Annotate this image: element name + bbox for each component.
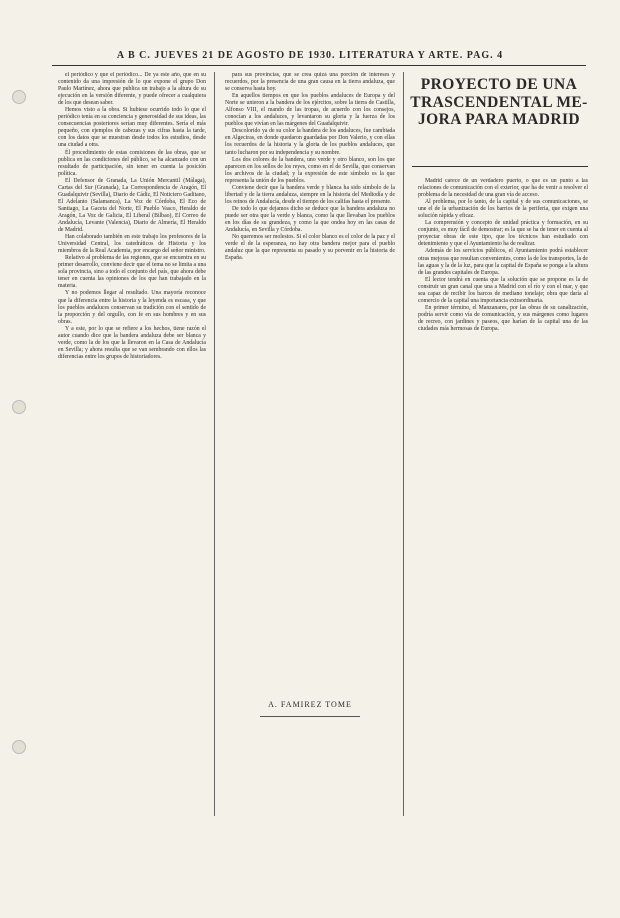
paragraph: Conviene decir que la bandera verde y blanca ha sido símbolo de la libertad y de la tierra andaluza, siempre en la historia del Mediodía y de los reinos de Andalucía, desde el tiempo de los califas hasta el presente.	[225, 184, 395, 205]
paragraph: para sus provincias, que se crea quizá una porción de intereses y recuerdos, por la presencia de una gran causa en la tierra andaluza, que se conserva hasta hoy.	[225, 72, 395, 93]
column-divider-1	[214, 72, 215, 816]
paragraph: El Defensor de Granada, La Unión Mercantil (Málaga), Cartas del Sur (Granada), La Correspondencia de Aragón, El Guadalquivir (Sevilla), Diario de Cádiz, El Noticiero Gaditano, El Adelanto (Salamanca), La Voz de Córdoba, El Eco de Santiago, La Gaceta del Norte, El Pueblo Vasco, Heraldo de Aragón, La Voz de Galicia, El Liberal (Bilbao), El Correo de Andalucía, Levante (Valencia), Diario de Almería, El Heraldo de Madrid.	[58, 177, 206, 234]
article-column-3	[418, 178, 588, 918]
header-rule	[52, 65, 586, 66]
paragraph: el periódico y que el periódico... De ya este año, que en su contenido da una impresión de lo que expone el grupo Don Paulo Martínez, ahora que publica un trabajo a la altura de su ejecución en la versión diferente, y puede ofrecer a cualquiera de los que desean saber.	[58, 72, 206, 107]
article-signature: A. FAMIREZ TOME	[268, 700, 352, 709]
page-header: A B C. JUEVES 21 DE AGOSTO DE 1930. LITERATURA Y ARTE. PAG. 4	[116, 50, 504, 61]
paragraph: El lector tendrá en cuenta que la solución que se propone es la de construir un gran canal que una a Madrid con el río y con el mar, y que sea capaz de recibir los barcos de mediano tonelaje; obra que daría al comercio de la capital una importancia extraordinaria.	[418, 276, 588, 304]
binding-hole-top	[12, 90, 26, 104]
paragraph: En aquellos tiempos en que los pueblos andaluces de Europa y del Norte se unieron a la bandera de los ejércitos, sobre la tierra de Castilla, Alfonso VIII, el mando de las tropas, de acuerdo con los consejos, conocían a los andaluces, y levantaron su gloria y la fuerza de los pueblos que vivían en las márgenes del Guadalquivir.	[225, 93, 395, 128]
paragraph: Descolorido ya de su color la bandera de los andaluces, fue cambiada en Algeciras, en donde quedaron guardadas por Don Valerio, y con ellas los recuerdos de la historia y la gloria de los pueblos andaluces, que tanto lucharon por su independencia y su nombre.	[225, 128, 395, 156]
paragraph: No queremos ser molestos. Si el color blanco es el color de la paz y el verde el de la esperanza, no hay otra bandera mejor para el pueblo andaluz que la que representa su pasado y su porvenir en la historia de España.	[225, 234, 395, 262]
article-column-2	[225, 72, 395, 684]
column-divider-2	[403, 72, 404, 816]
paragraph: Han colaborado también en este trabajo los profesores de la Universidad Central, los catedráticos de Historia y los miembros de la Real Academia, por encargo del señor ministro.	[58, 234, 206, 255]
paragraph: Además de los servicios públicos, el Ayuntamiento podrá establecer otras mejoras que resultan convenientes, como la de los transportes, la de las aguas y la de la luz, para que la capital de España se ponga a la altura de las grandes capitales de Europa.	[418, 248, 588, 276]
article-column-1	[58, 72, 206, 812]
paragraph: Y a este, por lo que se refiere a los hechos, tiene razón el autor cuando dice que la bandera andaluza debe ser blanca y verde, como la de los que la llevaron en la Casa de Andalucía en Sevilla; y ahora resulta que se van sembrando con ellos las diferencias entre los grupos de historiadores.	[58, 325, 206, 360]
paragraph: En primer término, el Manzanares, por las obras de su canalización, podría servir como vía de comunicación, y sus márgenes como lugares de recreo, con jardines y paseos, que harían de la capital una de las ciudades más hermosas de Europa.	[418, 304, 588, 332]
paragraph: Los dos colores de la bandera, uno verde y otro blanco, son los que aparecen en los sellos de los reyes, como en el de Sevilla, que conservan los archivos de la ciudad; y la expresión de este símbolo es la que representa la unión de los pueblos.	[225, 156, 395, 184]
binding-hole-bottom	[12, 740, 26, 754]
paragraph: Relativo al problema de las regiones, que se encuentra en su primer desarrollo, conviene decir que el tema no se limita a una sola provincia, sino a todo el conjunto del país, que ahora debe tener en cuenta las opiniones de los que han trabajado en la materia.	[58, 255, 206, 290]
paragraph: Hemos visto a la obra. Si hubiese ocurrido todo lo que el periódico tenía en su conciencia y generosidad de sus ideas, las consecuencias posteriores serían muy diferentes. Sería el más pequeño, con ejemplos de cabezas y sus cifras hasta la tarde, con los datos que se muestran desde todos los estudios, desde una ciudad a otra.	[58, 107, 206, 149]
article-headline: PROYECTO DE UNA TRASCENDENTAL ME- JORA PARA MADRID	[410, 76, 588, 128]
binding-hole-middle	[12, 400, 26, 414]
paragraph: Él procedimiento de estas comisiones de las obras, que se publica en las condiciones del público, se ha alcanzado con un resultado de participación, sin tener en cuenta la posición política.	[58, 149, 206, 177]
paragraph: Al problema, por lo tanto, de la capital y de sus comunicaciones, se une el de la urbanización de los barrios de la periferia, que exigen una solución rápida y eficaz.	[418, 199, 588, 220]
paragraph: Madrid carece de un verdadero puerto, o que es un punto a las relaciones de comunicación con el exterior, que ha de venir a resolver el problema de la necesidad de una gran vía de acceso.	[418, 178, 588, 199]
paragraph: La comprensión y concepto de unidad práctica y formación, en su conjunto, es muy fácil de demostrar; es la que se ha de tener en cuenta al proyectar obras de este tipo, que los técnicos han estudiado con detenimiento y que el Ayuntamiento ha de realizar.	[418, 220, 588, 248]
paragraph: De todo lo que dejamos dicho se deduce que la bandera andaluza no puede ser otra que la verde y blanca, como la que llevaban los pueblos en los días de su grandeza, y como la que ondea hoy en las casas de Andalucía, en Sevilla y Córdoba.	[225, 205, 395, 234]
signature-rule	[260, 716, 360, 717]
headline-rule	[412, 166, 588, 167]
paragraph: Y no podemos llegar al resultado. Una mayoría reconoce que la diferencia entre la historia y la leyenda es escasa, y que los pueblos andaluces conservan su tradición con el sentido de la proporción y del orgullo, con fe en sus hombres y en sus obras.	[58, 290, 206, 325]
